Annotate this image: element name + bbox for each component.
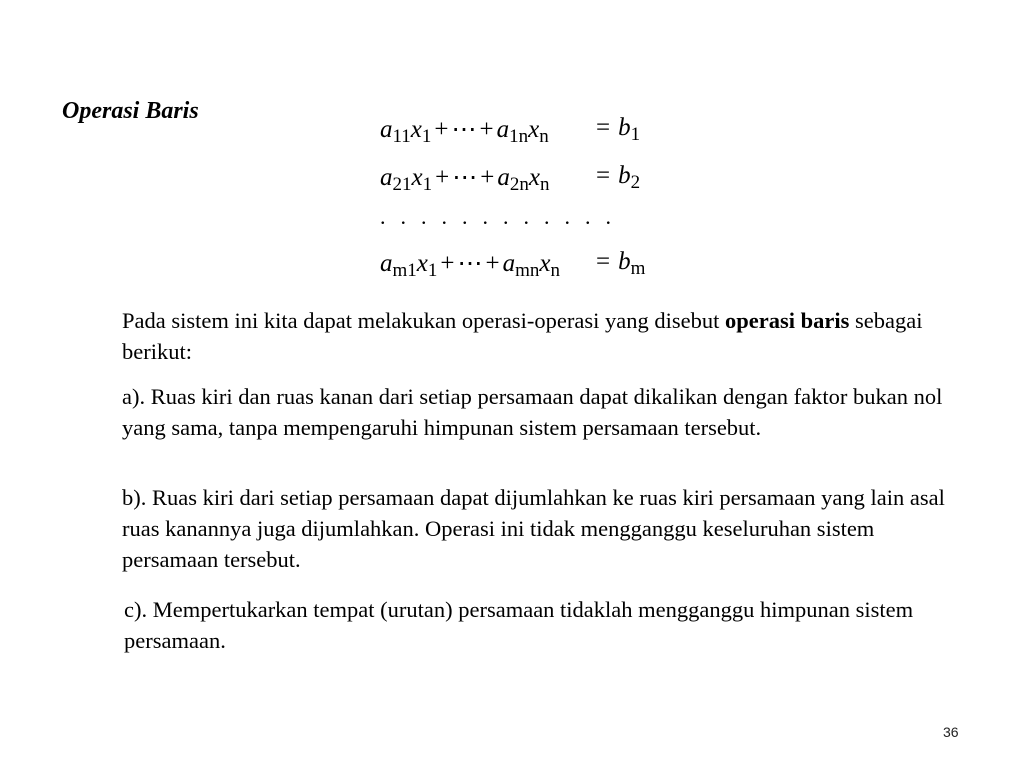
ellipsis-row: . . . . . . . . . . . . [380, 204, 611, 229]
equation-row-1 [380, 114, 680, 148]
equation-row-m [380, 248, 680, 282]
equation-row-2 [380, 162, 680, 196]
equation-lhs: $a_{21}x_1$ + ⋯ + $a_{2n}x_n$ [380, 164, 550, 195]
equation-rhs: = $b_1$ [596, 114, 641, 145]
equation-lhs: $a_{m1}x_1$ + ⋯ + $a_{mn}x_n$ [380, 250, 560, 281]
item-a-paragraph: a). Ruas kiri dan ruas kanan dari setiap persamaan dapat dikalikan dengan faktor bukan nol yang sama, tanpa mempengaruhi himpunan sistem persamaan tersebut. [122, 384, 943, 440]
equation-rhs: = $b_m$ [596, 248, 646, 279]
bold-term: operasi baris [724, 308, 850, 333]
equation-lhs: $a_{11}x_1$ + ⋯ + $a_{1n}x_n$ [380, 116, 549, 147]
intro-paragraph: Pada sistem ini kita dapat melakukan operasi-operasi yang disebut operasi baris sebagai berikut: [122, 308, 923, 364]
equation-rhs: = $b_2$ [596, 162, 641, 193]
slide-title: Operasi Baris [62, 98, 199, 124]
page-number: 36 [943, 724, 959, 740]
item-c-paragraph: c). Mempertukarkan tempat (urutan) persamaan tidaklah mengganggu himpunan sistem persamaan. [124, 597, 914, 653]
item-b-paragraph: b). Ruas kiri dari setiap persamaan dapat dijumlahkan ke ruas kiri persamaan yang lain asal ruas kanannya juga dijumlahkan. Operasi ini tidak mengganggu keseluruhan sistem persamaan tersebut. [122, 485, 945, 572]
